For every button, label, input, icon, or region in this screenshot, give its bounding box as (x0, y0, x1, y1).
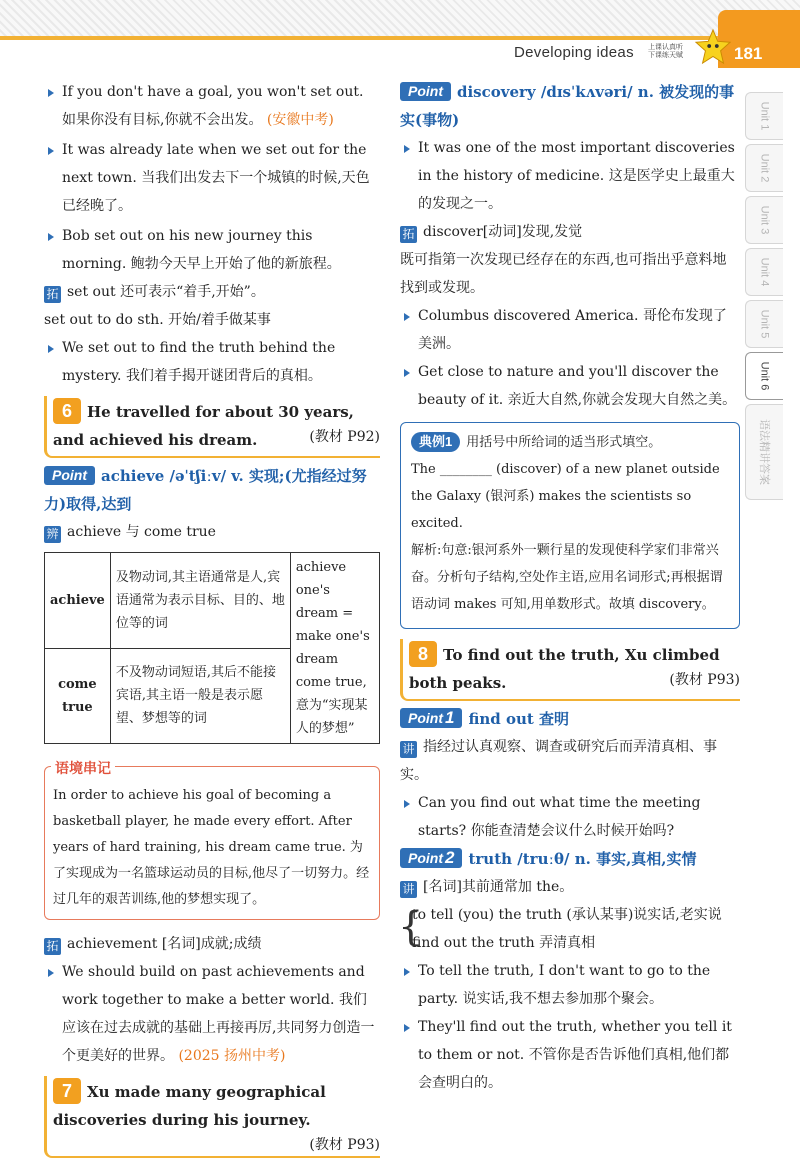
textbook-sentence-6 (44, 396, 380, 458)
tab-label: Unit 2 (758, 153, 771, 183)
extension-text: achievement [名词]成就;成绩 (67, 936, 262, 952)
tab-unit-3[interactable] (745, 196, 783, 244)
example-header (411, 429, 729, 456)
example-zh: 鲍勃今天早上开始了他的新旅程。 (130, 256, 341, 272)
point-badge: Point (400, 82, 451, 101)
example-zh: 这是医学史上最重大的发现之一。 (418, 168, 735, 212)
example-sentence (44, 136, 380, 220)
tab-label: Unit 3 (758, 205, 771, 235)
right-column (400, 78, 740, 1097)
sentence-number: 8 (409, 641, 437, 667)
point-label: Point (408, 850, 443, 866)
tab-unit-4[interactable] (745, 248, 783, 296)
extension-note (400, 218, 740, 246)
table-row (45, 553, 380, 649)
phrase-group (400, 901, 740, 957)
context-memo-box (44, 760, 380, 920)
textbook-sentence-8 (400, 639, 740, 701)
example-en: To tell the truth, I don't want to go to the party. (418, 963, 711, 1007)
tab-grammar-answers[interactable] (745, 404, 783, 500)
distinguish-tag-icon: 辨 (44, 526, 61, 543)
explain-tag-icon: 讲 (400, 881, 417, 898)
tab-unit-1[interactable] (745, 92, 783, 140)
example-en: They'll find out the truth, whether you tell it to them or not. (418, 1019, 732, 1063)
tab-label: Unit 1 (758, 101, 771, 131)
example-zh: 如果你没有目标,你就不会出发。 (62, 112, 263, 128)
example-source: (安徽中考) (266, 112, 334, 128)
explain-tag-icon: 讲 (400, 741, 417, 758)
header-band (0, 0, 800, 40)
example-zh: 你能查清楚会议什么时候开始吗? (470, 823, 675, 839)
example-question: The ________ (discover) of a new planet outside the Galaxy (银河系) makes the scientists so excited. (411, 462, 720, 531)
vocab-heading: discovery /dɪsˈkʌvəri/ n. 被发现的事实(事物) (400, 83, 735, 129)
example-en: We set out to find the truth behind the mystery. (62, 340, 336, 384)
example-sentence (400, 302, 740, 358)
example-source: (2025 扬州中考) (178, 1048, 286, 1064)
point-badge (400, 848, 462, 868)
header-slogan (648, 44, 683, 60)
example-sentence (400, 358, 740, 414)
example-zh: 当我们出发去下一个城镇的时候,天色已经晚了。 (62, 170, 370, 214)
sentence-number: 7 (53, 1078, 81, 1104)
example-en: It was one of the most important discoveries in the history of medicine. (418, 140, 735, 184)
example-en: Bob set out on his new journey this morning. (62, 228, 313, 272)
example-prompt: 用括号中所给词的适当形式填空。 (466, 435, 662, 450)
distinguish-text: achieve 与 come true (67, 524, 216, 540)
sentence-text: He travelled for about 30 years, and achieved his dream. (53, 403, 354, 449)
explain-text: 指经过认真观察、调查或研究后而弄清真相、事实。 (400, 739, 717, 783)
tab-label: 语法精讲答案 (757, 419, 770, 485)
sentence-text: To find out the truth, Xu climbed both peaks. (409, 646, 720, 692)
vocab-point-discovery (400, 78, 740, 134)
point-number: 1 (445, 708, 455, 727)
example-zh: 我们应该在过去成就的基础上再接再厉,共同努力创造一个更美好的世界。 (62, 992, 375, 1064)
phrase-line: find out the truth 弄清真相 (412, 935, 596, 951)
example-zh: 哥伦布发现了美洲。 (418, 308, 727, 352)
textbook-source: (教材 P93) (669, 672, 740, 688)
example-en: Columbus discovered America. (418, 308, 639, 324)
memo-text: In order to achieve his goal of becoming a basketball player, he made every effort. After years of hard training, his dream came true. 为了实现成为一名篮球运动员的目标,他尽了一切努力。经过几年的艰苦训练,他的梦想实现了。 (53, 788, 370, 907)
distinguish-note (44, 518, 380, 546)
point-number: 2 (445, 848, 455, 867)
example-en: We should build on past achievements and work together to make a better world. (62, 964, 365, 1008)
example-answer: 解析:句意:银河系外一颗行星的发现使科学家们非常兴奋。分析句子结构,空处作主语,应用名词形式;再根据谓语动词 makes 可知,用单数形式。故填 discovery。 (411, 543, 723, 612)
phrase-line: set out to do sth. 开始/着手做某事 (44, 312, 271, 328)
extension-note (44, 278, 380, 306)
example-en: It was already late when we set out for the next town. (62, 142, 367, 186)
tab-unit-6[interactable] (745, 352, 783, 400)
example-sentence (44, 222, 380, 278)
explain-text: [名词]其前通常加 the。 (423, 879, 574, 895)
vocab-heading: truth /truːθ/ n. 事实,真相,实情 (468, 850, 697, 868)
textbook-source: (教材 P92) (309, 429, 380, 445)
example-badge: 典例1 (411, 432, 460, 452)
point-label: Point (408, 710, 443, 726)
vocab-point-achieve (44, 462, 380, 518)
tab-unit-5[interactable] (745, 300, 783, 348)
sentence-text: Xu made many geographical discoveries during his journey. (53, 1083, 326, 1129)
example-zh: 我们着手揭开谜团背后的真相。 (125, 368, 322, 384)
typical-example-box (400, 422, 740, 629)
example-sentence (400, 789, 740, 845)
point-badge: Point (44, 466, 95, 485)
memo-title: 语境串记 (51, 755, 115, 781)
example-en: If you don't have a goal, you won't set out. (62, 84, 364, 100)
extension-desc: 既可指第一次发现已经存在的东西,也可指出乎意料地找到或发现。 (400, 252, 727, 296)
tab-label: Unit 6 (758, 361, 771, 391)
explain-note (400, 873, 740, 901)
extend-tag-icon: 拓 (44, 286, 61, 303)
example-sentence (44, 78, 380, 134)
point-badge (400, 708, 462, 728)
example-sentence (400, 957, 740, 1013)
textbook-source: (教材 P93) (309, 1137, 380, 1153)
slogan-line-1: 上课认真听 (648, 44, 683, 51)
example-sentence (44, 958, 380, 1070)
example-en: Get close to nature and you'll discover the beauty of it. (418, 364, 719, 408)
extension-text: discover[动词]发现,发觉 (423, 224, 583, 240)
comparison-table (44, 552, 380, 744)
example-zh: 说实话,我不想去参加那个聚会。 (462, 991, 664, 1007)
sentence-number: 6 (53, 398, 81, 424)
example-zh: 亲近大自然,你就会发现大自然之美。 (507, 392, 737, 408)
example-sentence (400, 134, 740, 218)
tab-unit-2[interactable] (745, 144, 783, 192)
vocab-point-find-out (400, 705, 740, 733)
vocab-point-truth (400, 845, 740, 873)
example-zh: 不管你是否告诉他们真相,他们都会查明白的。 (418, 1047, 730, 1091)
unit-tab-list (745, 92, 783, 504)
table-cell-word: come true (45, 648, 111, 744)
example-sentence (44, 334, 380, 390)
textbook-sentence-7 (44, 1076, 380, 1158)
tab-label: Unit 4 (758, 257, 771, 287)
vocab-heading: find out 查明 (468, 710, 570, 728)
extend-tag-icon: 拓 (400, 226, 417, 243)
extension-note (44, 930, 380, 958)
extend-tag-icon: 拓 (44, 938, 61, 955)
example-en: Can you find out what time the meeting starts? (418, 795, 701, 839)
left-column (44, 78, 380, 1162)
slogan-line-2: 下课练天赋 (648, 52, 683, 59)
vocab-heading: achieve /əˈtʃiːv/ v. 实现;(尤指经过努力)取得,达到 (44, 467, 367, 513)
table-cell-desc: 及物动词,其主语通常是人,宾语通常为表示目标、目的、地位等的词 (110, 553, 290, 649)
example-sentence (400, 1013, 740, 1097)
table-cell-example: achieve one's dream = make one's dream come true, 意为“实现某人的梦想” (290, 553, 379, 744)
tab-label: Unit 5 (758, 309, 771, 339)
explain-note (400, 733, 740, 789)
section-title: Developing ideas (514, 44, 634, 61)
table-cell-desc: 不及物动词短语,其后不能接宾语,其主语一般是表示愿望、梦想等的词 (110, 648, 290, 744)
extension-text: set out 还可表示“着手,开始”。 (67, 284, 265, 300)
star-mascot-icon (694, 28, 732, 66)
phrase-line: { to tell (you) the truth (承认某事)说实话,老实说 (412, 907, 722, 923)
page-number: 181 (734, 44, 763, 63)
table-cell-word: achieve (45, 553, 111, 649)
